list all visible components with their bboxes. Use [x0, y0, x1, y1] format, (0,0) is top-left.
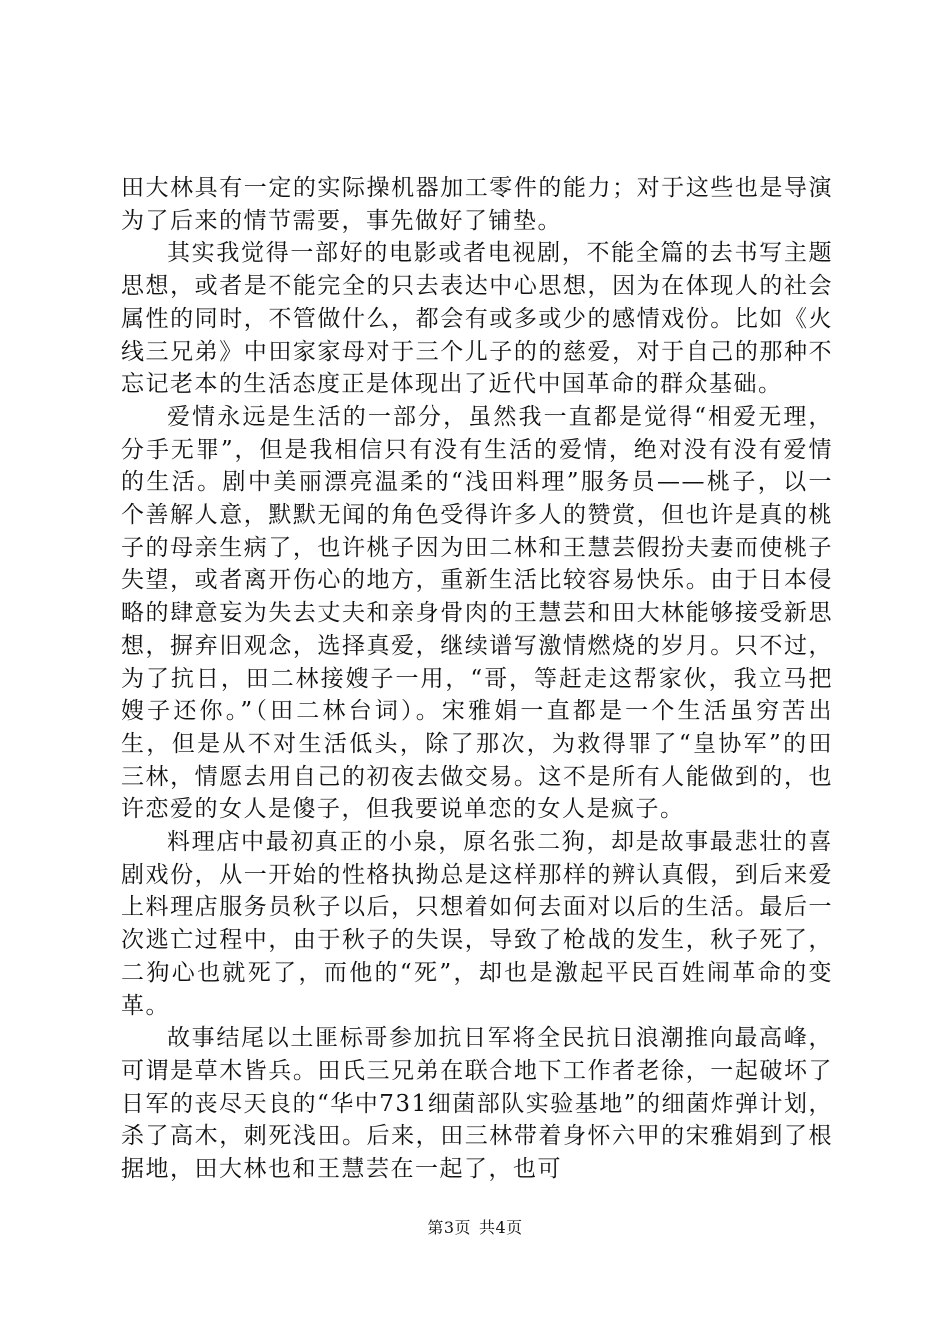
- page-footer: [0, 1215, 950, 1238]
- paragraph-1: 田大林具有一定的实际操机器加工零件的能力；对于这些也是导演为了后来的情节需要，事先做好了铺垫。: [121, 175, 833, 234]
- page-number: 第3页: [427, 1218, 471, 1237]
- paragraph-4: 料理店中最初真正的小泉，原名张二狗，却是故事最悲壮的喜剧戏份，从一开始的性格执拗总是这样那样的辨认真假，到后来爱上料理店服务员秋子以后，只想着如何去面对以后的生活。最后一次逃亡过程中，由于秋子的失误，导致了枪战的发生，秋子死了，二狗心也就死了，而他的“死”，却也是激起平民百姓闹革命的变革。: [121, 829, 833, 1019]
- paragraph-3: 爱情永远是生活的一部分，虽然我一直都是觉得“相爱无理，分手无罪”，但是我相信只有没有生活的爱情，绝对没有没有爱情的生活。剧中美丽漂亮温柔的“浅田料理”服务员——桃子，以一个善解人意，默默无闻的角色受得许多人的赞赏，但也许是真的桃子的母亲生病了，也许桃子因为田二林和王慧芸假扮夫妻而使桃子失望，或者离开伤心的地方，重新生活比较容易快乐。由于日本侵略的肆意妄为失去丈夫和亲身骨肉的王慧芸和田大林能够接受新思想，摒弃旧观念，选择真爱，继续谱写激情燃烧的岁月。只不过，为了抗日，田二林接嫂子一用，“哥，等赶走这帮家伙，我立马把嫂子还你。”（田二林台词）。宋雅娟一直都是一个生活虽穷苦出生，但是从不对生活低头，除了那次，为救得罪了“皇协军”的田三林，情愿去用自己的初夜去做交易。这不是所有人能做到的，也许恋爱的女人是傻子，但我要说单恋的女人是疯子。: [121, 403, 833, 823]
- document-body: [121, 172, 833, 1186]
- paragraph-2: 其实我觉得一部好的电影或者电视剧，不能全篇的去书写主题思想，或者是不能完全的只去表达中心思想，因为在体现人的社会属性的同时，不管做什么，都会有或多或少的感情戏份。比如《火线三兄弟》中田家家母对于三个儿子的的慈爱，对于自己的那种不忘记老本的生活态度正是体现出了近代中国革命的群众基础。: [121, 240, 833, 398]
- page-total: 共4页: [479, 1218, 523, 1237]
- paragraph-5: 故事结尾以土匪标哥参加抗日军将全民抗日浪潮推向最高峰，可谓是草木皆兵。田氏三兄弟在联合地下工作者老徐，一起破坏了日军的丧尽天良的“华中731细菌部队实验基地”的细菌炸弹计划，杀了高木，刺死浅田。后来，田三林带着身怀六甲的宋雅娟到了根据地，田大林也和王慧芸在一起了，也可: [121, 1025, 833, 1183]
